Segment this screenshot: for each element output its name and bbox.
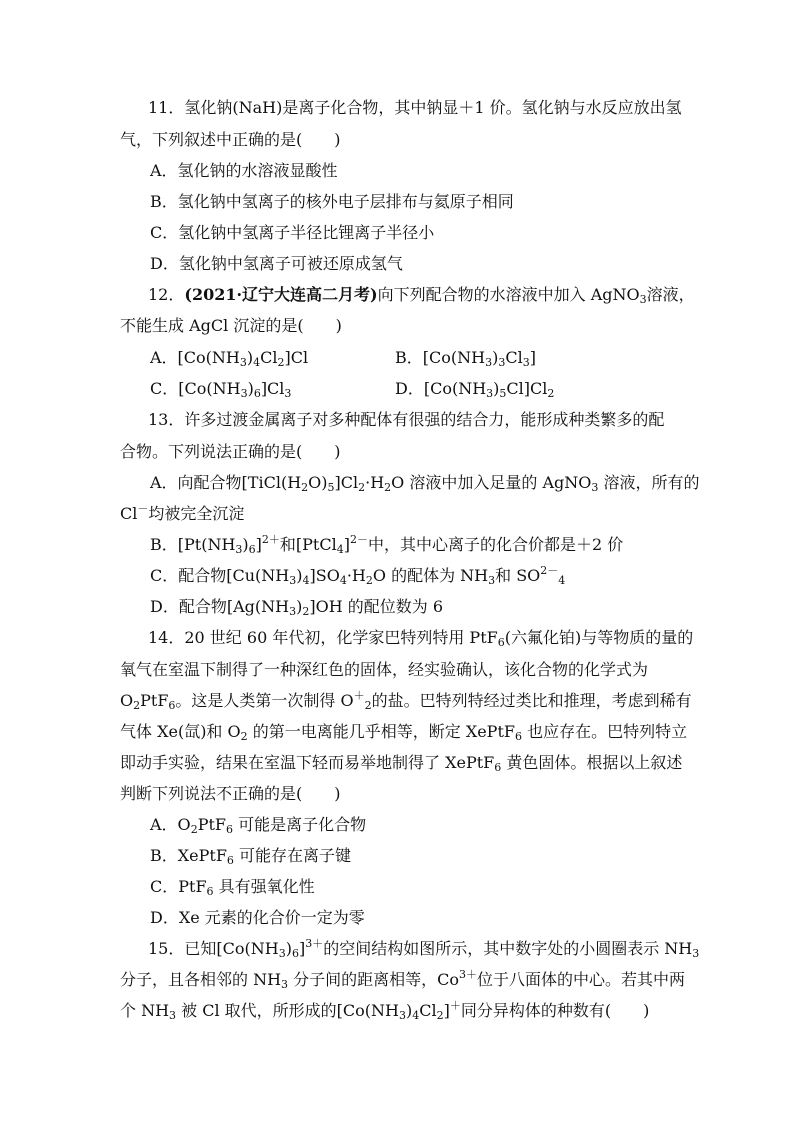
q14-option-d: D．Xe 元素的化合价一定为零 (150, 908, 365, 927)
q11-option-a: A．氢化钠的水溶液显酸性 (150, 161, 338, 180)
q11-option-c: C．氢化钠中氢离子半径比锂离子半径小 (150, 223, 435, 242)
q13-option-a: A．向配合物$[TiCl(H_2O)_5]Cl_2\cdot H_2O$ 溶液中加入足量的 AgNO$_3$ 溶液，所有的 (150, 473, 700, 494)
q12-source: (2021·辽宁大连高二月考) (184, 285, 378, 304)
q14-option-a: A．$O_2PtF_6$ 可能是离子化合物 (150, 815, 367, 836)
q12-option-b: B．$[Co(NH_3)_3Cl_3]$ (395, 348, 536, 369)
q12-stem-line-1: 12．(2021·辽宁大连高二月考)向下列配合物的水溶液中加入 AgNO$_3$溶液， (148, 285, 695, 306)
q12-stem-line-2: 不能生成 AgCl 沉淀的是( ) (120, 316, 342, 335)
q14-stem-line-6: 判断下列说法不正确的是( ) (120, 784, 341, 803)
q13-option-c: C．配合物$[Cu(NH_3)_4]SO_4\cdot H_2O$ 的配体为 $NH_3$和 $SO^{2-}_4$ (150, 564, 566, 587)
q12-option-d: D．$[Co(NH_3)_5Cl]Cl_2$ (395, 379, 555, 400)
q13-option-a-line-2: Cl－均被完全沉淀 (120, 502, 245, 523)
q13-stem-line-1: 13．许多过渡金属离子对多种配体有很强的结合力，能形成种类繁多的配 (148, 410, 665, 429)
q11-option-b: B．氢化钠中氢离子的核外电子层排布与氦原子相同 (150, 192, 514, 211)
q13-option-b: B．$[Pt(NH_3)_6]^{2+}$和[PtCl$_4$]$^{2-}$中，其中心离子的化合价都是＋2 价 (150, 533, 624, 556)
q11-option-d: D．氢化钠中氢离子可被还原成氢气 (150, 254, 403, 273)
q13-stem-line-2: 合物。下列说法正确的是( ) (120, 442, 341, 461)
q14-stem-line-5: 即动手实验，结果在室温下轻而易举地制得了 XePtF$_6$ 黄色固体。根据以上叙述 (120, 753, 683, 774)
q14-stem-line-4: 气体 Xe(氙)和 $O_2$ 的第一电离能几乎相等，断定 XePtF$_6$ 也应存在。巴特列特立 (120, 722, 688, 743)
q12-option-a: A．$[Co(NH_3)_4Cl_2]Cl$ (150, 348, 309, 369)
q15-stem-line-2: 分子，且各相邻的 $NH_3$ 分子间的距离相等，$Co^{3+}$位于八面体的中心。若其中两 (120, 968, 686, 991)
q14-option-c: C．PtF$_6$ 具有强氧化性 (150, 877, 315, 898)
q14-stem-line-3: $O_2PtF_6$。这是人类第一次制得 $O^+_2$的盐。巴特列特经过类比和推理，考虑到稀有 (120, 689, 692, 712)
q11-stem-line-1: 11．氢化钠(NaH)是离子化合物，其中钠显＋1 价。氢化钠与水反应放出氢 (148, 98, 682, 117)
q13-option-d: D．配合物$[Ag(NH_3)_2]OH$ 的配位数为 6 (150, 597, 443, 618)
q11-stem-line-2: 气，下列叙述中正确的是( ) (120, 130, 341, 149)
q14-option-b: B．XePtF$_6$ 可能存在离子键 (150, 846, 352, 867)
q14-stem-line-1: 14．20 世纪 60 年代初，化学家巴特列特用 PtF$_6$(六氟化铂)与等物质的量的 (148, 628, 694, 649)
q15-stem-line-3: 个 $NH_3$ 被 Cl 取代，所形成的$[Co(NH_3)_4Cl_2]^+$同分异构体的种数有( ) (120, 999, 650, 1022)
q14-stem-line-2: 氧气在室温下制得了一种深红色的固体，经实验确认，该化合物的化学式为 (120, 660, 649, 679)
q15-stem-line-1: 15．已知$[Co(NH_3)_6]^{3+}$的空间结构如图所示，其中数字处的小圆圈表示 $NH_3$ (148, 937, 700, 960)
q12-option-c: C．$[Co(NH_3)_6]Cl_3$ (150, 379, 292, 400)
